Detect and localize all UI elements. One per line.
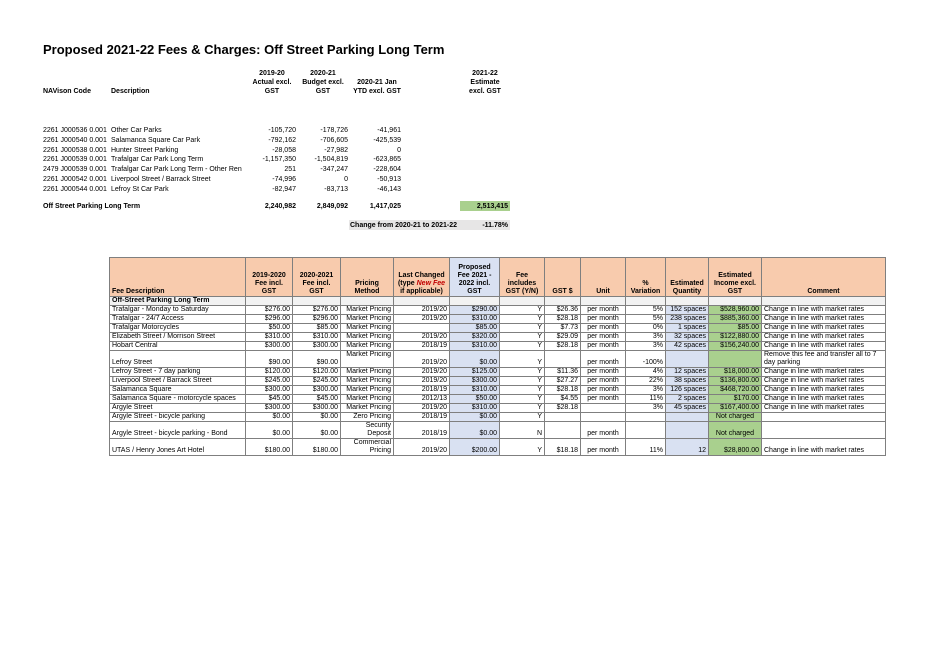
- ledger-code: 2261 J000539 0.001: [43, 156, 107, 164]
- col-header-2020-21-budget: [298, 69, 348, 96]
- proposed-fee: $300.00: [450, 377, 500, 386]
- header-last-changed: [394, 258, 450, 297]
- ledger-2019-20: -105,720: [268, 127, 296, 134]
- fee-2020-2021: $300.00: [293, 404, 341, 413]
- variation: 5%: [626, 315, 666, 324]
- ledger-2020-21-ytd: -46,143: [377, 185, 401, 193]
- fee-2020-2021: $90.00: [293, 351, 341, 368]
- ledger-code: 2261 J000544 0.001: [43, 185, 107, 193]
- ledger-description: Hunter Street Parking: [111, 146, 179, 154]
- ledger-description: Lefroy St Car Park: [111, 185, 169, 193]
- variation: 11%: [626, 439, 666, 456]
- fee-row: [110, 413, 886, 422]
- fee-row: [110, 404, 886, 413]
- includes-gst: N: [500, 422, 545, 439]
- description-header: Description: [111, 88, 150, 95]
- ledger-2020-21-budget: -706,605: [320, 136, 348, 144]
- unit: per month: [581, 324, 626, 333]
- fee-2019-2020: $296.00: [246, 315, 293, 324]
- pricing-method: Zero Pricing: [341, 413, 394, 422]
- variation: 11%: [626, 395, 666, 404]
- estimated-income: $170.00: [709, 395, 762, 404]
- variation: [626, 413, 666, 422]
- ledger-description: Salamanca Square Car Park: [111, 136, 201, 144]
- fee-2020-2021: $245.00: [293, 377, 341, 386]
- ledger-code: 2261 J000540 0.001: [43, 136, 107, 144]
- fee-row: [110, 395, 886, 404]
- fee-2020-2021: $310.00: [293, 333, 341, 342]
- page-title: Proposed 2021-22 Fees & Charges: Off Street Parking Long Term: [43, 42, 445, 57]
- fee-description: Lefroy Street: [110, 351, 246, 368]
- gst-amount: $7.73: [545, 324, 581, 333]
- ledger-2020-21-ytd: -425,539: [373, 136, 401, 144]
- col-header-line: 2019-20: [259, 70, 285, 77]
- last-changed: [394, 324, 450, 333]
- col-header-line: 2021-22: [472, 70, 498, 77]
- fee-2020-2021: $276.00: [293, 306, 341, 315]
- proposed-fee: $290.00: [450, 306, 500, 315]
- proposed-fee: $310.00: [450, 404, 500, 413]
- ledger-row: [43, 146, 523, 155]
- proposed-fee: $50.00: [450, 395, 500, 404]
- fee-2019-2020: $0.00: [246, 422, 293, 439]
- ledger-code: 2261 J000538 0.001: [43, 146, 107, 154]
- last-changed: 2018/19: [394, 413, 450, 422]
- last-changed: 2018/19: [394, 422, 450, 439]
- comment: [762, 413, 886, 422]
- fee-description: Trafalgar Motorcycles: [110, 324, 246, 333]
- estimated-income: $136,800.00: [709, 377, 762, 386]
- estimated-quantity: 2 spaces: [666, 395, 709, 404]
- proposed-fee: $0.00: [450, 351, 500, 368]
- col-header-2020-21-ytd: [349, 78, 405, 96]
- comment: Change in line with market rates: [762, 377, 886, 386]
- ledger-row: [43, 185, 523, 194]
- variation: 22%: [626, 377, 666, 386]
- fee-description: Elizabeth Street / Morrison Street: [110, 333, 246, 342]
- comment: Change in line with market rates: [762, 306, 886, 315]
- ledger-2020-21-budget: -178,726: [320, 127, 348, 134]
- ledger-code: 2479 J000539 0.001: [43, 166, 107, 174]
- variation: 3%: [626, 386, 666, 395]
- header-proposed-fee: Proposed Fee 2021 - 2022 incl. GST: [450, 258, 500, 297]
- estimated-income: $28,800.00: [709, 439, 762, 456]
- variation: 3%: [626, 333, 666, 342]
- includes-gst: Y: [500, 351, 545, 368]
- ledger-2020-21-ytd: -623,865: [373, 156, 401, 164]
- unit: per month: [581, 386, 626, 395]
- section-cell: [762, 297, 886, 306]
- pricing-method: Market Pricing: [341, 351, 394, 368]
- fee-2020-2021: $300.00: [293, 386, 341, 395]
- estimated-income: $167,400.00: [709, 404, 762, 413]
- header-estimated-income: Estimated Income excl. GST: [709, 258, 762, 297]
- gst-amount: $28.18: [545, 315, 581, 324]
- estimated-income: $468,720.00: [709, 386, 762, 395]
- pricing-method: Market Pricing: [341, 315, 394, 324]
- gst-amount: [545, 413, 581, 422]
- proposed-fee: $320.00: [450, 333, 500, 342]
- fee-description: Salamanca Square - motorcycle spaces: [110, 395, 246, 404]
- estimated-quantity: [666, 351, 709, 368]
- header-last-changed-text: Last Changed (type: [397, 272, 445, 287]
- section-cell: [246, 297, 293, 306]
- comment: Change in line with market rates: [762, 404, 886, 413]
- col-header-2019-20: [250, 69, 294, 96]
- change-label: Change from 2020-21 to 2021-22: [350, 222, 457, 229]
- variation: 3%: [626, 404, 666, 413]
- estimated-quantity: 238 spaces: [666, 315, 709, 324]
- fee-2020-2021: $0.00: [293, 422, 341, 439]
- ledger-2020-21-ytd: -228,604: [373, 166, 401, 174]
- includes-gst: Y: [500, 386, 545, 395]
- last-changed: 2019/20: [394, 404, 450, 413]
- gst-amount: [545, 351, 581, 368]
- section-cell: [581, 297, 626, 306]
- includes-gst: Y: [500, 306, 545, 315]
- fee-description: UTAS / Henry Jones Art Hotel: [110, 439, 246, 456]
- estimated-quantity: 126 spaces: [666, 386, 709, 395]
- ledger-description: Trafalgar Car Park Long Term - Other Ren: [111, 166, 242, 174]
- ledger-2020-21-budget: 0: [344, 176, 348, 183]
- section-cell: [709, 297, 762, 306]
- col-header-line: YTD excl. GST: [353, 88, 401, 95]
- pricing-method: Market Pricing: [341, 395, 394, 404]
- variation: 4%: [626, 368, 666, 377]
- pricing-method: Market Pricing: [341, 324, 394, 333]
- fee-row: [110, 386, 886, 395]
- estimated-quantity: 12: [666, 439, 709, 456]
- total-2020-21-ytd: 1,417,025: [369, 203, 401, 210]
- total-2021-22-estimate: 2,513,415: [476, 203, 508, 210]
- fee-2019-2020: $90.00: [246, 351, 293, 368]
- header-fee-description: Fee Description: [110, 258, 246, 297]
- col-header-line: Estimate: [470, 79, 500, 86]
- gst-amount: $28.18: [545, 404, 581, 413]
- includes-gst: Y: [500, 439, 545, 456]
- ledger-row: [43, 155, 523, 164]
- fee-2019-2020: $180.00: [246, 439, 293, 456]
- fee-2019-2020: $300.00: [246, 404, 293, 413]
- fee-row: [110, 324, 886, 333]
- gst-amount: [545, 422, 581, 439]
- ledger-description: Liverpool Street / Barrack Street: [111, 176, 211, 183]
- ledger-2020-21-ytd: 0: [397, 146, 401, 154]
- ledger-row: [43, 165, 523, 174]
- includes-gst: Y: [500, 342, 545, 351]
- section-label: Off-Street Parking Long Term: [110, 297, 246, 306]
- ledger-2020-21-budget: -347,247: [320, 166, 348, 174]
- variation: 3%: [626, 342, 666, 351]
- proposed-fee: $125.00: [450, 368, 500, 377]
- variation: 0%: [626, 324, 666, 333]
- fee-table-header: [110, 258, 886, 297]
- includes-gst: Y: [500, 377, 545, 386]
- unit: per month: [581, 333, 626, 342]
- unit: per month: [581, 351, 626, 368]
- fee-description: Lefroy Street - 7 day parking: [110, 368, 246, 377]
- gst-amount: $18.18: [545, 439, 581, 456]
- section-cell: [626, 297, 666, 306]
- pricing-method: Market Pricing: [341, 377, 394, 386]
- estimated-income: $85.00: [709, 324, 762, 333]
- includes-gst: Y: [500, 368, 545, 377]
- header-pricing-method: Pricing Method: [341, 258, 394, 297]
- includes-gst: Y: [500, 333, 545, 342]
- fee-row: [110, 306, 886, 315]
- fee-2020-2021: $300.00: [293, 342, 341, 351]
- fee-description: Argyle Street - bicycle parking: [110, 413, 246, 422]
- pricing-method: Market Pricing: [341, 306, 394, 315]
- gst-amount: $4.55: [545, 395, 581, 404]
- ledger-2020-21-budget: -27,982: [324, 146, 348, 154]
- col-header-2021-22-estimate: [462, 69, 508, 96]
- unit: per month: [581, 422, 626, 439]
- estimated-quantity: 42 spaces: [666, 342, 709, 351]
- variation: 5%: [626, 306, 666, 315]
- unit: per month: [581, 395, 626, 404]
- section-cell: [666, 297, 709, 306]
- section-row: [110, 297, 886, 306]
- fee-row: [110, 342, 886, 351]
- header-gst: GST $: [545, 258, 581, 297]
- pricing-method: Market Pricing: [341, 386, 394, 395]
- ledger-2019-20: -1,157,350: [262, 156, 296, 164]
- section-cell: [394, 297, 450, 306]
- last-changed: 2019/20: [394, 333, 450, 342]
- fee-2020-2021: $120.00: [293, 368, 341, 377]
- ledger-2019-20: -28,058: [272, 146, 296, 154]
- includes-gst: Y: [500, 324, 545, 333]
- comment: Change in line with market rates: [762, 315, 886, 324]
- estimated-quantity: [666, 422, 709, 439]
- estimated-income: $156,240.00: [709, 342, 762, 351]
- section-cell: [293, 297, 341, 306]
- estimated-quantity: 38 spaces: [666, 377, 709, 386]
- ledger-2020-21-budget: -1,504,819: [314, 156, 348, 164]
- ledger-code: 2261 J000536 0.001: [43, 127, 107, 134]
- fee-2020-2021: $180.00: [293, 439, 341, 456]
- col-header-line: Budget excl.: [302, 79, 344, 86]
- gst-amount: $29.09: [545, 333, 581, 342]
- estimated-quantity: 152 spaces: [666, 306, 709, 315]
- pricing-method: Market Pricing: [341, 404, 394, 413]
- unit: per month: [581, 315, 626, 324]
- header-fee-includes-gst: Fee includes GST (Y/N): [500, 258, 545, 297]
- fee-2019-2020: $120.00: [246, 368, 293, 377]
- fee-2019-2020: $276.00: [246, 306, 293, 315]
- fee-row: [110, 333, 886, 342]
- estimated-quantity: [666, 413, 709, 422]
- comment: Change in line with market rates: [762, 386, 886, 395]
- last-changed: 2012/13: [394, 395, 450, 404]
- ledger-2020-21-ytd: -41,961: [377, 127, 401, 134]
- estimated-quantity: 45 spaces: [666, 404, 709, 413]
- fee-2019-2020: $45.00: [246, 395, 293, 404]
- fee-2019-2020: $300.00: [246, 342, 293, 351]
- last-changed: 2019/20: [394, 306, 450, 315]
- comment: Change in line with market rates: [762, 395, 886, 404]
- includes-gst: Y: [500, 395, 545, 404]
- proposed-fee: $0.00: [450, 413, 500, 422]
- section-cell: [545, 297, 581, 306]
- comment: Change in line with market rates: [762, 342, 886, 351]
- unit: per month: [581, 439, 626, 456]
- fee-2019-2020: $50.00: [246, 324, 293, 333]
- proposed-fee: $310.00: [450, 315, 500, 324]
- estimated-income: [709, 351, 762, 368]
- col-header-line: excl. GST: [469, 88, 501, 95]
- ledger-row: [43, 136, 523, 145]
- unit: per month: [581, 342, 626, 351]
- ledger-code: 2261 J000542 0.001: [43, 176, 107, 183]
- section-cell: [450, 297, 500, 306]
- last-changed: 2019/20: [394, 315, 450, 324]
- header-estimated-quantity: Estimated Quantity: [666, 258, 709, 297]
- header-2019-2020: 2019-2020 Fee incl. GST: [246, 258, 293, 297]
- proposed-fee: $310.00: [450, 386, 500, 395]
- col-header-line: 2020-21: [310, 70, 336, 77]
- ledger-2019-20: -74,996: [272, 176, 296, 183]
- fee-row: [110, 315, 886, 324]
- includes-gst: Y: [500, 315, 545, 324]
- last-changed: 2019/20: [394, 351, 450, 368]
- pricing-method: Commercial Pricing: [341, 439, 394, 456]
- ledger-2020-21-ytd: -50,913: [377, 176, 401, 183]
- fee-row: [110, 351, 886, 368]
- last-changed: 2018/19: [394, 386, 450, 395]
- fee-2019-2020: $300.00: [246, 386, 293, 395]
- last-changed: 2018/19: [394, 342, 450, 351]
- gst-amount: $11.36: [545, 368, 581, 377]
- estimated-income: $885,360.00: [709, 315, 762, 324]
- variation: -100%: [626, 351, 666, 368]
- unit: per month: [581, 368, 626, 377]
- total-2020-21-budget: 2,849,092: [316, 203, 348, 210]
- estimated-quantity: 32 spaces: [666, 333, 709, 342]
- fee-2020-2021: $85.00: [293, 324, 341, 333]
- header-new-fee-text: New Fee: [416, 280, 446, 287]
- fee-description: Trafalgar - 24/7 Access: [110, 315, 246, 324]
- last-changed: 2019/20: [394, 377, 450, 386]
- ledger-2019-20: -82,947: [272, 185, 296, 193]
- last-changed: 2019/20: [394, 368, 450, 377]
- ledger-2019-20: -792,162: [268, 136, 296, 144]
- fee-2020-2021: $296.00: [293, 315, 341, 324]
- fee-description: Trafalgar - Monday to Saturday: [110, 306, 246, 315]
- proposed-fee: $310.00: [450, 342, 500, 351]
- section-cell: [341, 297, 394, 306]
- ledger-row: [43, 175, 523, 184]
- ledger-description: Other Car Parks: [111, 127, 162, 134]
- gst-amount: $27.27: [545, 377, 581, 386]
- includes-gst: Y: [500, 404, 545, 413]
- ledger-2020-21-budget: -83,713: [324, 185, 348, 193]
- comment: Change in line with market rates: [762, 439, 886, 456]
- last-changed: 2019/20: [394, 439, 450, 456]
- pricing-method: Market Pricing: [341, 342, 394, 351]
- gst-amount: $28.18: [545, 342, 581, 351]
- total-row: [43, 202, 523, 211]
- unit: [581, 413, 626, 422]
- comment: Remove this fee and transfer all to 7 day parking: [762, 351, 886, 368]
- fee-2019-2020: $0.00: [246, 413, 293, 422]
- fee-description: Argyle Street - bicycle parking - Bond: [110, 422, 246, 439]
- gst-amount: $28.18: [545, 386, 581, 395]
- estimated-income: $18,000.00: [709, 368, 762, 377]
- ledger-row: [43, 126, 523, 135]
- col-header-line: Actual excl.: [252, 79, 292, 86]
- fee-description: Liverpool Street / Barrack Street: [110, 377, 246, 386]
- fee-row: [110, 422, 886, 439]
- pricing-method: Market Pricing: [341, 333, 394, 342]
- fee-description: Argyle Street: [110, 404, 246, 413]
- header-variation: % Variation: [626, 258, 666, 297]
- estimated-quantity: 12 spaces: [666, 368, 709, 377]
- pricing-method: Security Deposit: [341, 422, 394, 439]
- estimated-income: $528,960.00: [709, 306, 762, 315]
- ledger-2019-20: 251: [284, 166, 296, 174]
- estimated-income: Not charged: [709, 422, 762, 439]
- includes-gst: Y: [500, 413, 545, 422]
- fee-2019-2020: $310.00: [246, 333, 293, 342]
- unit: per month: [581, 377, 626, 386]
- header-comment: Comment: [762, 258, 886, 297]
- change-value: -11.78%: [482, 222, 508, 229]
- header-2020-2021: 2020-2021 Fee incl. GST: [293, 258, 341, 297]
- comment: Change in line with market rates: [762, 368, 886, 377]
- fee-description: Salamanca Square: [110, 386, 246, 395]
- gst-amount: $26.36: [545, 306, 581, 315]
- proposed-fee: $0.00: [450, 422, 500, 439]
- total-2019-20: 2,240,982: [264, 203, 296, 210]
- unit: per month: [581, 306, 626, 315]
- fee-row: [110, 439, 886, 456]
- fee-row: [110, 368, 886, 377]
- estimated-income: $122,880.00: [709, 333, 762, 342]
- fee-description: Hobart Central: [110, 342, 246, 351]
- col-header-line: GST: [264, 88, 280, 95]
- estimated-quantity: 1 spaces: [666, 324, 709, 333]
- estimated-income: Not charged: [709, 413, 762, 422]
- header-last-changed-text-end: if applicable): [400, 288, 443, 295]
- comment: [762, 422, 886, 439]
- section-cell: [500, 297, 545, 306]
- variation: [626, 422, 666, 439]
- comment: Change in line with market rates: [762, 324, 886, 333]
- unit: [581, 404, 626, 413]
- fee-row: [110, 377, 886, 386]
- fee-table: [109, 257, 886, 456]
- ledger-description: Trafalgar Car Park Long Term: [111, 156, 204, 164]
- header-unit: Unit: [581, 258, 626, 297]
- fee-2019-2020: $245.00: [246, 377, 293, 386]
- fee-2020-2021: $0.00: [293, 413, 341, 422]
- comment: Change in line with market rates: [762, 333, 886, 342]
- navision-code-header: NAVison Code: [43, 88, 91, 95]
- pricing-method: Market Pricing: [341, 368, 394, 377]
- total-label: Off Street Parking Long Term: [43, 203, 141, 210]
- col-header-line: 2020-21 Jan: [357, 79, 397, 86]
- fee-2020-2021: $45.00: [293, 395, 341, 404]
- col-header-line: GST: [315, 88, 331, 95]
- proposed-fee: $85.00: [450, 324, 500, 333]
- proposed-fee: $200.00: [450, 439, 500, 456]
